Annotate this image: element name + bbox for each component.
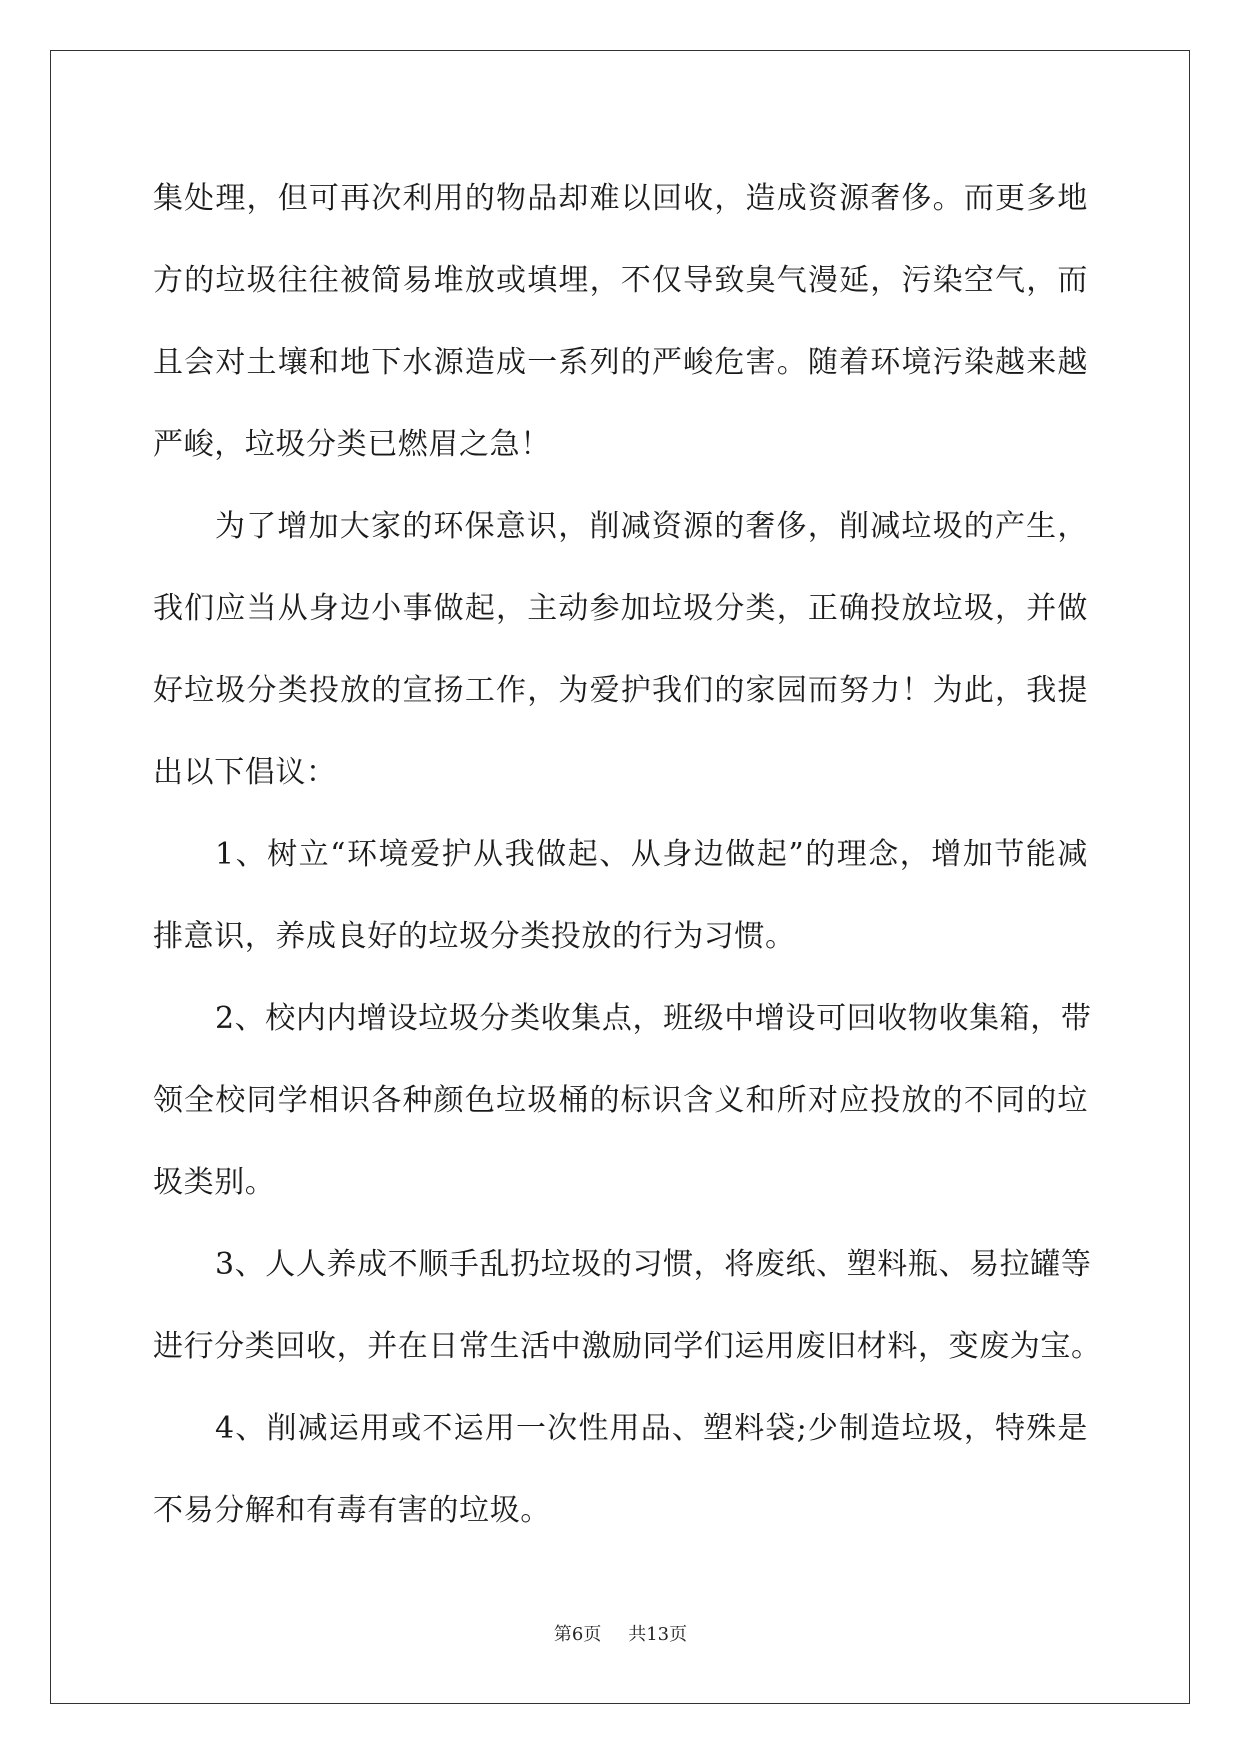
page-footer xyxy=(0,1620,1241,1646)
text-line: 我们应当从身边小事做起，主动参加垃圾分类，正确投放垃圾，并做 xyxy=(153,591,1088,626)
text-line: 集处理，但可再次利用的物品却难以回收，造成资源奢侈。而更多地 xyxy=(153,181,1088,216)
text-line: 且会对土壤和地下水源造成一系列的严峻危害。随着环境污染越来越 xyxy=(153,345,1088,380)
text-line: 4、削减运用或不运用一次性用品、塑料袋;少制造垃圾，特殊是 xyxy=(215,1411,1088,1446)
text-line: 出以下倡议： xyxy=(153,755,337,790)
text-line: 圾类别。 xyxy=(153,1165,276,1200)
text-line: 严峻，垃圾分类已燃眉之急！ xyxy=(153,427,551,462)
text-line: 为了增加大家的环保意识，削减资源的奢侈，削减垃圾的产生， xyxy=(215,509,1088,544)
document-body xyxy=(153,158,1102,1552)
page-total: 共13页 xyxy=(628,1624,688,1645)
text-line: 好垃圾分类投放的宣扬工作，为爱护我们的家园而努力！为此，我提 xyxy=(153,673,1088,708)
text-line: 2、校内内增设垃圾分类收集点，班级中增设可回收物收集箱，带 xyxy=(215,1001,1092,1036)
text-line: 1、树立“环境爱护从我做起、从身边做起”的理念，增加节能减 xyxy=(215,837,1088,872)
text-line: 方的垃圾往往被简易堆放或填埋，不仅导致臭气漫延，污染空气，而 xyxy=(153,263,1088,298)
text-line: 排意识，养成良好的垃圾分类投放的行为习惯。 xyxy=(153,919,796,954)
text-line: 领全校同学相识各种颜色垃圾桶的标识含义和所对应投放的不同的垃 xyxy=(153,1083,1088,1118)
page-number: 第6页 xyxy=(553,1624,602,1645)
text-line: 不易分解和有毒有害的垃圾。 xyxy=(153,1493,551,1528)
text-line: 进行分类回收，并在日常生活中激励同学们运用废旧材料，变废为宝。 xyxy=(153,1329,1102,1364)
text-line: 3、人人养成不顺手乱扔垃圾的习惯，将废纸、塑料瓶、易拉罐等 xyxy=(215,1247,1092,1282)
